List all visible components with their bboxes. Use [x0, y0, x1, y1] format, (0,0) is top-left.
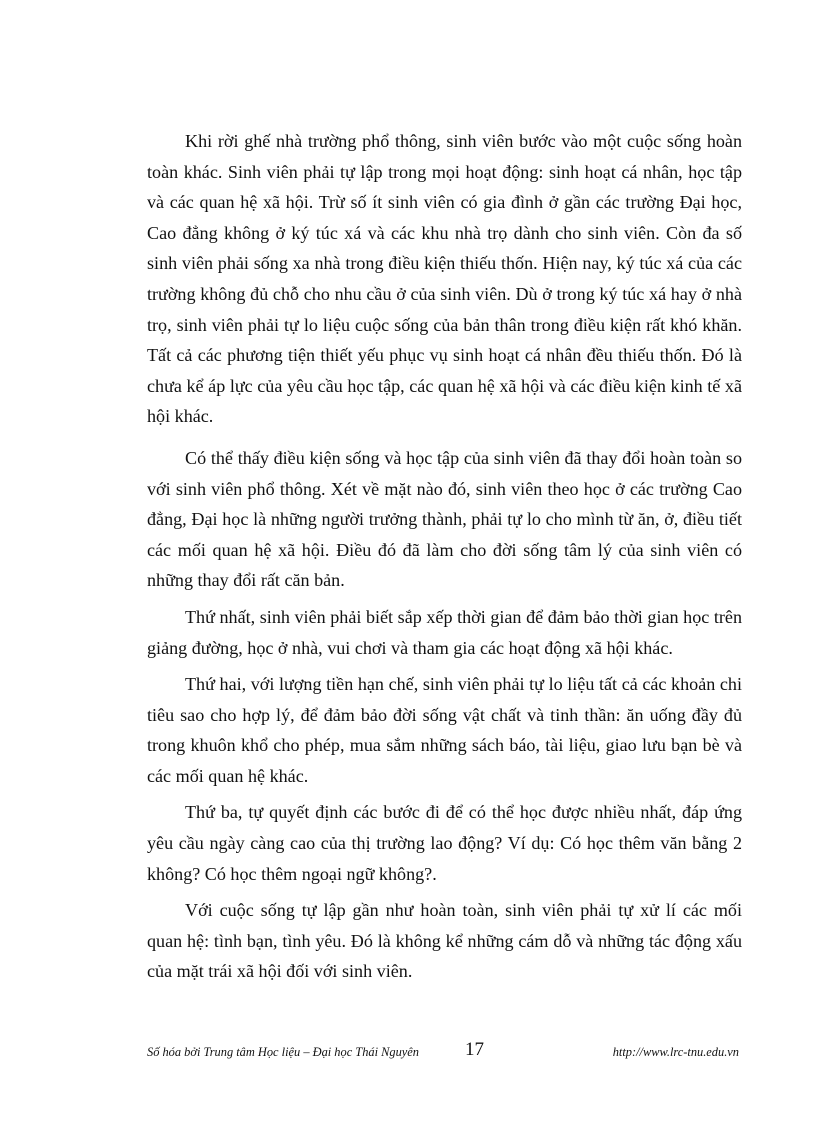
page-number: 17	[465, 1039, 484, 1060]
page-footer	[147, 1035, 742, 1075]
paragraph-5: Thứ ba, tự quyết định các bước đi để có thể học được nhiều nhất, đáp ứng yêu cầu ngày càng cao của thị trường lao động? Ví dụ: Có học thêm văn bằng 2 không? Có học thêm ngoại ngữ không?.	[147, 802, 742, 884]
paragraph-1: Khi rời ghế nhà trường phổ thông, sinh viên bước vào một cuộc sống hoàn toàn khác. Sinh viên phải tự lập trong mọi hoạt động: sinh hoạt cá nhân, học tập và các quan hệ xã hội. Trừ số ít sinh viên có gia đình ở gần các trường Đại học, Cao đẳng không ở ký túc xá và các khu nhà trọ dành cho sinh viên. Còn đa số sinh viên phải sống xa nhà trong điều kiện thiếu thốn. Hiện nay, ký túc xá của các trường không đủ chỗ cho nhu cầu ở của sinh viên. Dù ở trong ký túc xá hay ở nhà trọ, sinh viên phải tự lo liệu cuộc sống của bản thân trong điều kiện rất khó khăn. Tất cả các phương tiện thiết yếu phục vụ sinh hoạt cá nhân đều thiếu thốn. Đó là chưa kể áp lực của yêu cầu học tập, các quan hệ xã hội và các điều kiện kinh tế xã hội khác.	[147, 131, 742, 427]
paragraph-4: Thứ hai, với lượng tiền hạn chế, sinh viên phải tự lo liệu tất cả các khoản chi tiêu sao cho hợp lý, để đảm bảo đời sống vật chất và tinh thần: ăn uống đầy đủ trong khuôn khổ cho phép, mua sắm những sách báo, tài liệu, giao lưu bạn bè và các mối quan hệ khác.	[147, 674, 742, 786]
paragraph-2: Có thể thấy điều kiện sống và học tập của sinh viên đã thay đổi hoàn toàn so với sinh viên phổ thông. Xét về mặt nào đó, sinh viên theo học ở các trường Cao đẳng, Đại học là những người trưởng thành, phải tự lo cho mình từ ăn, ở, điều tiết các mối quan hệ xã hội. Điều đó đã làm cho đời sống tâm lý của sinh viên có những thay đổi rất căn bản.	[147, 447, 742, 591]
paragraph-6: Với cuộc sống tự lập gần như hoàn toàn, sinh viên phải tự xử lí các mối quan hệ: tình bạn, tình yêu. Đó là không kể những cám dỗ và những tác động xấu của mặt trái xã hội đối với sinh viên.	[147, 900, 742, 982]
paragraph-3: Thứ nhất, sinh viên phải biết sắp xếp thời gian để đảm bảo thời gian học trên giảng đường, học ở nhà, vui chơi và tham gia các hoạt động xã hội khác.	[147, 606, 742, 658]
footer-url[interactable]: http://www.lrc-tnu.edu.vn	[612, 1045, 739, 1059]
body-text	[147, 126, 742, 987]
footer-source-text: Số hóa bởi Trung tâm Học liệu – Đại học Thái Nguyên	[147, 1045, 419, 1059]
